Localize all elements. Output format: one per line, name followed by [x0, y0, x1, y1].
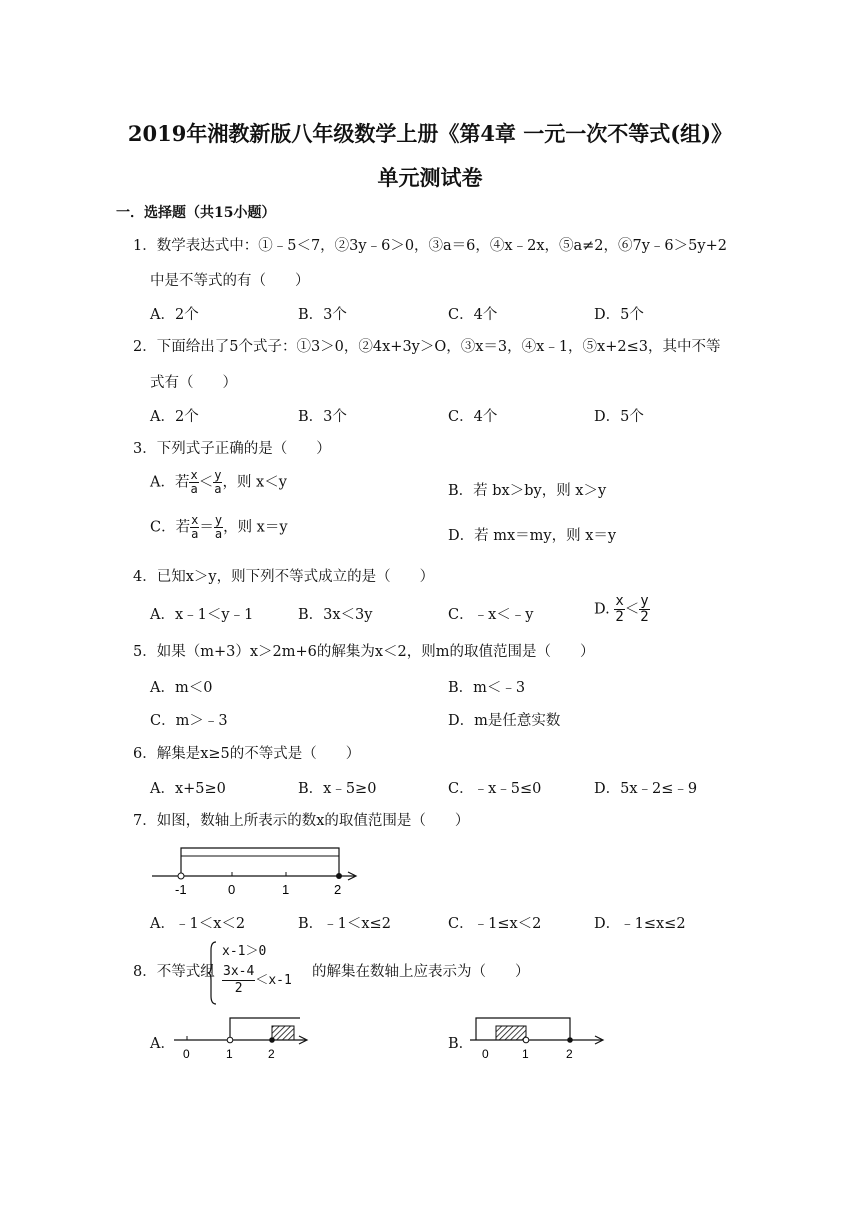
q6-stem: 6．解集是x≥5的不等式是（ ） — [133, 746, 361, 762]
section-heading: 一．选择题（共15小题） — [116, 205, 276, 221]
page-subtitle: 单元测试卷 — [377, 165, 483, 190]
tick-label: 2 — [268, 1047, 275, 1061]
q7-option-d[interactable]: D．﹣1≤x≤2 — [594, 916, 686, 932]
tick-label: -1 — [175, 882, 187, 897]
q1-option-d[interactable]: D．5个 — [594, 307, 644, 323]
q8-option-b[interactable]: B． — [448, 1036, 474, 1052]
q5-option-c[interactable]: C．m＞﹣3 — [150, 713, 228, 729]
q2-stem-line1: 2．下面给出了5个式子：①3＞0，②4x+3y＞O，③x＝3，④x﹣1，⑤x+2≤3，其中不等 — [133, 339, 721, 355]
q6-option-a[interactable]: A．x+5≥0 — [150, 781, 226, 797]
q8-system-line2 — [222, 964, 292, 997]
q1-option-c[interactable]: C．4个 — [448, 307, 498, 323]
q7-stem: 7．如图，数轴上所表示的数x的取值范围是（ ） — [133, 813, 470, 829]
hatched-region — [272, 1026, 294, 1040]
fraction-x-over-a: $\frac{x}{a}$ — [190, 468, 198, 496]
q3-c-prefix: C．若 — [150, 519, 191, 536]
tick-label: 0 — [482, 1047, 489, 1061]
q3-option-d[interactable]: D．若 mx＝my，则 x＝y — [448, 528, 617, 544]
tick-label: 0 — [183, 1047, 190, 1061]
q1-option-a[interactable]: A．2个 — [150, 307, 199, 323]
q4-stem: 4．已知x＞y，则下列不等式成立的是（ ） — [133, 569, 435, 585]
q5-option-d[interactable]: D．m是任意实数 — [448, 713, 561, 729]
q6-option-c[interactable]: C．﹣x﹣5≤0 — [448, 781, 542, 797]
q4-d-label: D. — [594, 601, 610, 618]
q3-c-suffix: ，则 x＝y — [223, 519, 288, 536]
closed-endpoint — [269, 1037, 275, 1043]
q3-stem: 3．下列式子正确的是（ ） — [133, 441, 331, 457]
q8-system-line1: x-1＞0 — [222, 944, 267, 959]
q6-option-d[interactable]: D．5x﹣2≤﹣9 — [594, 781, 698, 797]
open-endpoint — [523, 1037, 529, 1043]
q4-option-b[interactable]: B．3x＜3y — [298, 607, 373, 623]
q8-option-a-number-line[interactable] — [172, 1014, 312, 1066]
brace-icon — [208, 940, 218, 1006]
q3-option-a[interactable]: A．若 $\frac{x}{a}$ ＜ $\frac{y}{a}$ ，则 x＜y — [150, 468, 287, 496]
q1-option-b[interactable]: B．3个 — [298, 307, 347, 323]
q3-option-c[interactable]: C．若 $\frac{x}{a}$ ＝ $\frac{y}{a}$ ，则 x＝y — [150, 513, 288, 541]
q2-option-d[interactable]: D．5个 — [594, 409, 644, 425]
page-title: 2019年湘教新版八年级数学上册《第4章 一元一次不等式(组)》 — [127, 121, 733, 146]
q4-option-a[interactable]: A．x﹣1＜y﹣1 — [150, 607, 254, 623]
q8-stem-prefix: 8．不等式组 — [133, 964, 215, 980]
q3-a-prefix: A．若 — [150, 474, 190, 491]
fraction-y-over-a: $\frac{y}{a}$ — [214, 513, 223, 541]
q7-option-c[interactable]: C．﹣1≤x＜2 — [448, 916, 542, 932]
q2-option-b[interactable]: B．3个 — [298, 409, 347, 425]
tick-label: 2 — [566, 1047, 573, 1061]
q3-option-b[interactable]: B．若 bx＞by，则 x＞y — [448, 483, 607, 499]
open-endpoint — [227, 1037, 233, 1043]
q8-option-b-number-line[interactable] — [468, 1014, 608, 1066]
q1-stem-line2: 中是不等式的有（ ） — [150, 273, 310, 289]
q7-option-b[interactable]: B．﹣1＜x≤2 — [298, 916, 391, 932]
q6-option-b[interactable]: B．x﹣5≥0 — [298, 781, 377, 797]
q2-stem-line2: 式有（ ） — [150, 375, 237, 391]
q5-option-a[interactable]: A．m＜0 — [150, 680, 213, 696]
q7-option-a[interactable]: A．﹣1＜x＜2 — [150, 916, 246, 932]
q2-option-a[interactable]: A．2个 — [150, 409, 199, 425]
fraction-x-over-a: $\frac{x}{a}$ — [191, 513, 199, 541]
q1-stem-line1: 1．数学表达式中：①﹣5＜7，②3y﹣6＞0，③a＝6，④x﹣2x，⑤a≠2，⑥7y﹣6＞5y+2 — [133, 238, 727, 254]
tick-label: 2 — [334, 882, 342, 897]
fraction-y-over-a: $\frac{y}{a}$ — [214, 468, 222, 496]
q5-option-b[interactable]: B．m＜﹣3 — [448, 680, 526, 696]
q4-option-d[interactable]: D. $\frac{x}{2}$ ＜ $\frac{y}{2}$ — [594, 593, 649, 625]
tick-label: 0 — [228, 882, 236, 897]
fraction-y-over-2: $\frac{y}{2}$ — [640, 593, 649, 625]
tick-label: 1 — [522, 1047, 529, 1061]
q8-system-line2-rest: ＜x-1 — [255, 973, 292, 988]
closed-endpoint — [336, 873, 342, 879]
q5-stem: 5．如果（m+3）x＞2m+6的解集为x＜2，则m的取值范围是（ ） — [133, 644, 595, 660]
q4-option-c[interactable]: C．﹣x＜﹣y — [448, 607, 534, 623]
fraction-x-over-2: $\frac{x}{2}$ — [615, 593, 624, 625]
q2-option-c[interactable]: C．4个 — [448, 409, 498, 425]
q3-a-suffix: ，则 x＜y — [222, 474, 287, 491]
open-endpoint — [178, 873, 184, 879]
q7-number-line-figure — [150, 842, 365, 898]
range-bracket — [181, 848, 339, 876]
tick-label: 1 — [282, 882, 290, 897]
q8-stem-suffix: 的解集在数轴上应表示为（ ） — [312, 964, 530, 980]
q8-option-a[interactable]: A． — [150, 1036, 175, 1052]
closed-endpoint — [567, 1037, 573, 1043]
tick-label: 1 — [226, 1047, 233, 1061]
fraction-3x-4-over-2: $\frac{3x-4}{2}$ — [223, 964, 255, 996]
hatched-region — [496, 1026, 526, 1040]
